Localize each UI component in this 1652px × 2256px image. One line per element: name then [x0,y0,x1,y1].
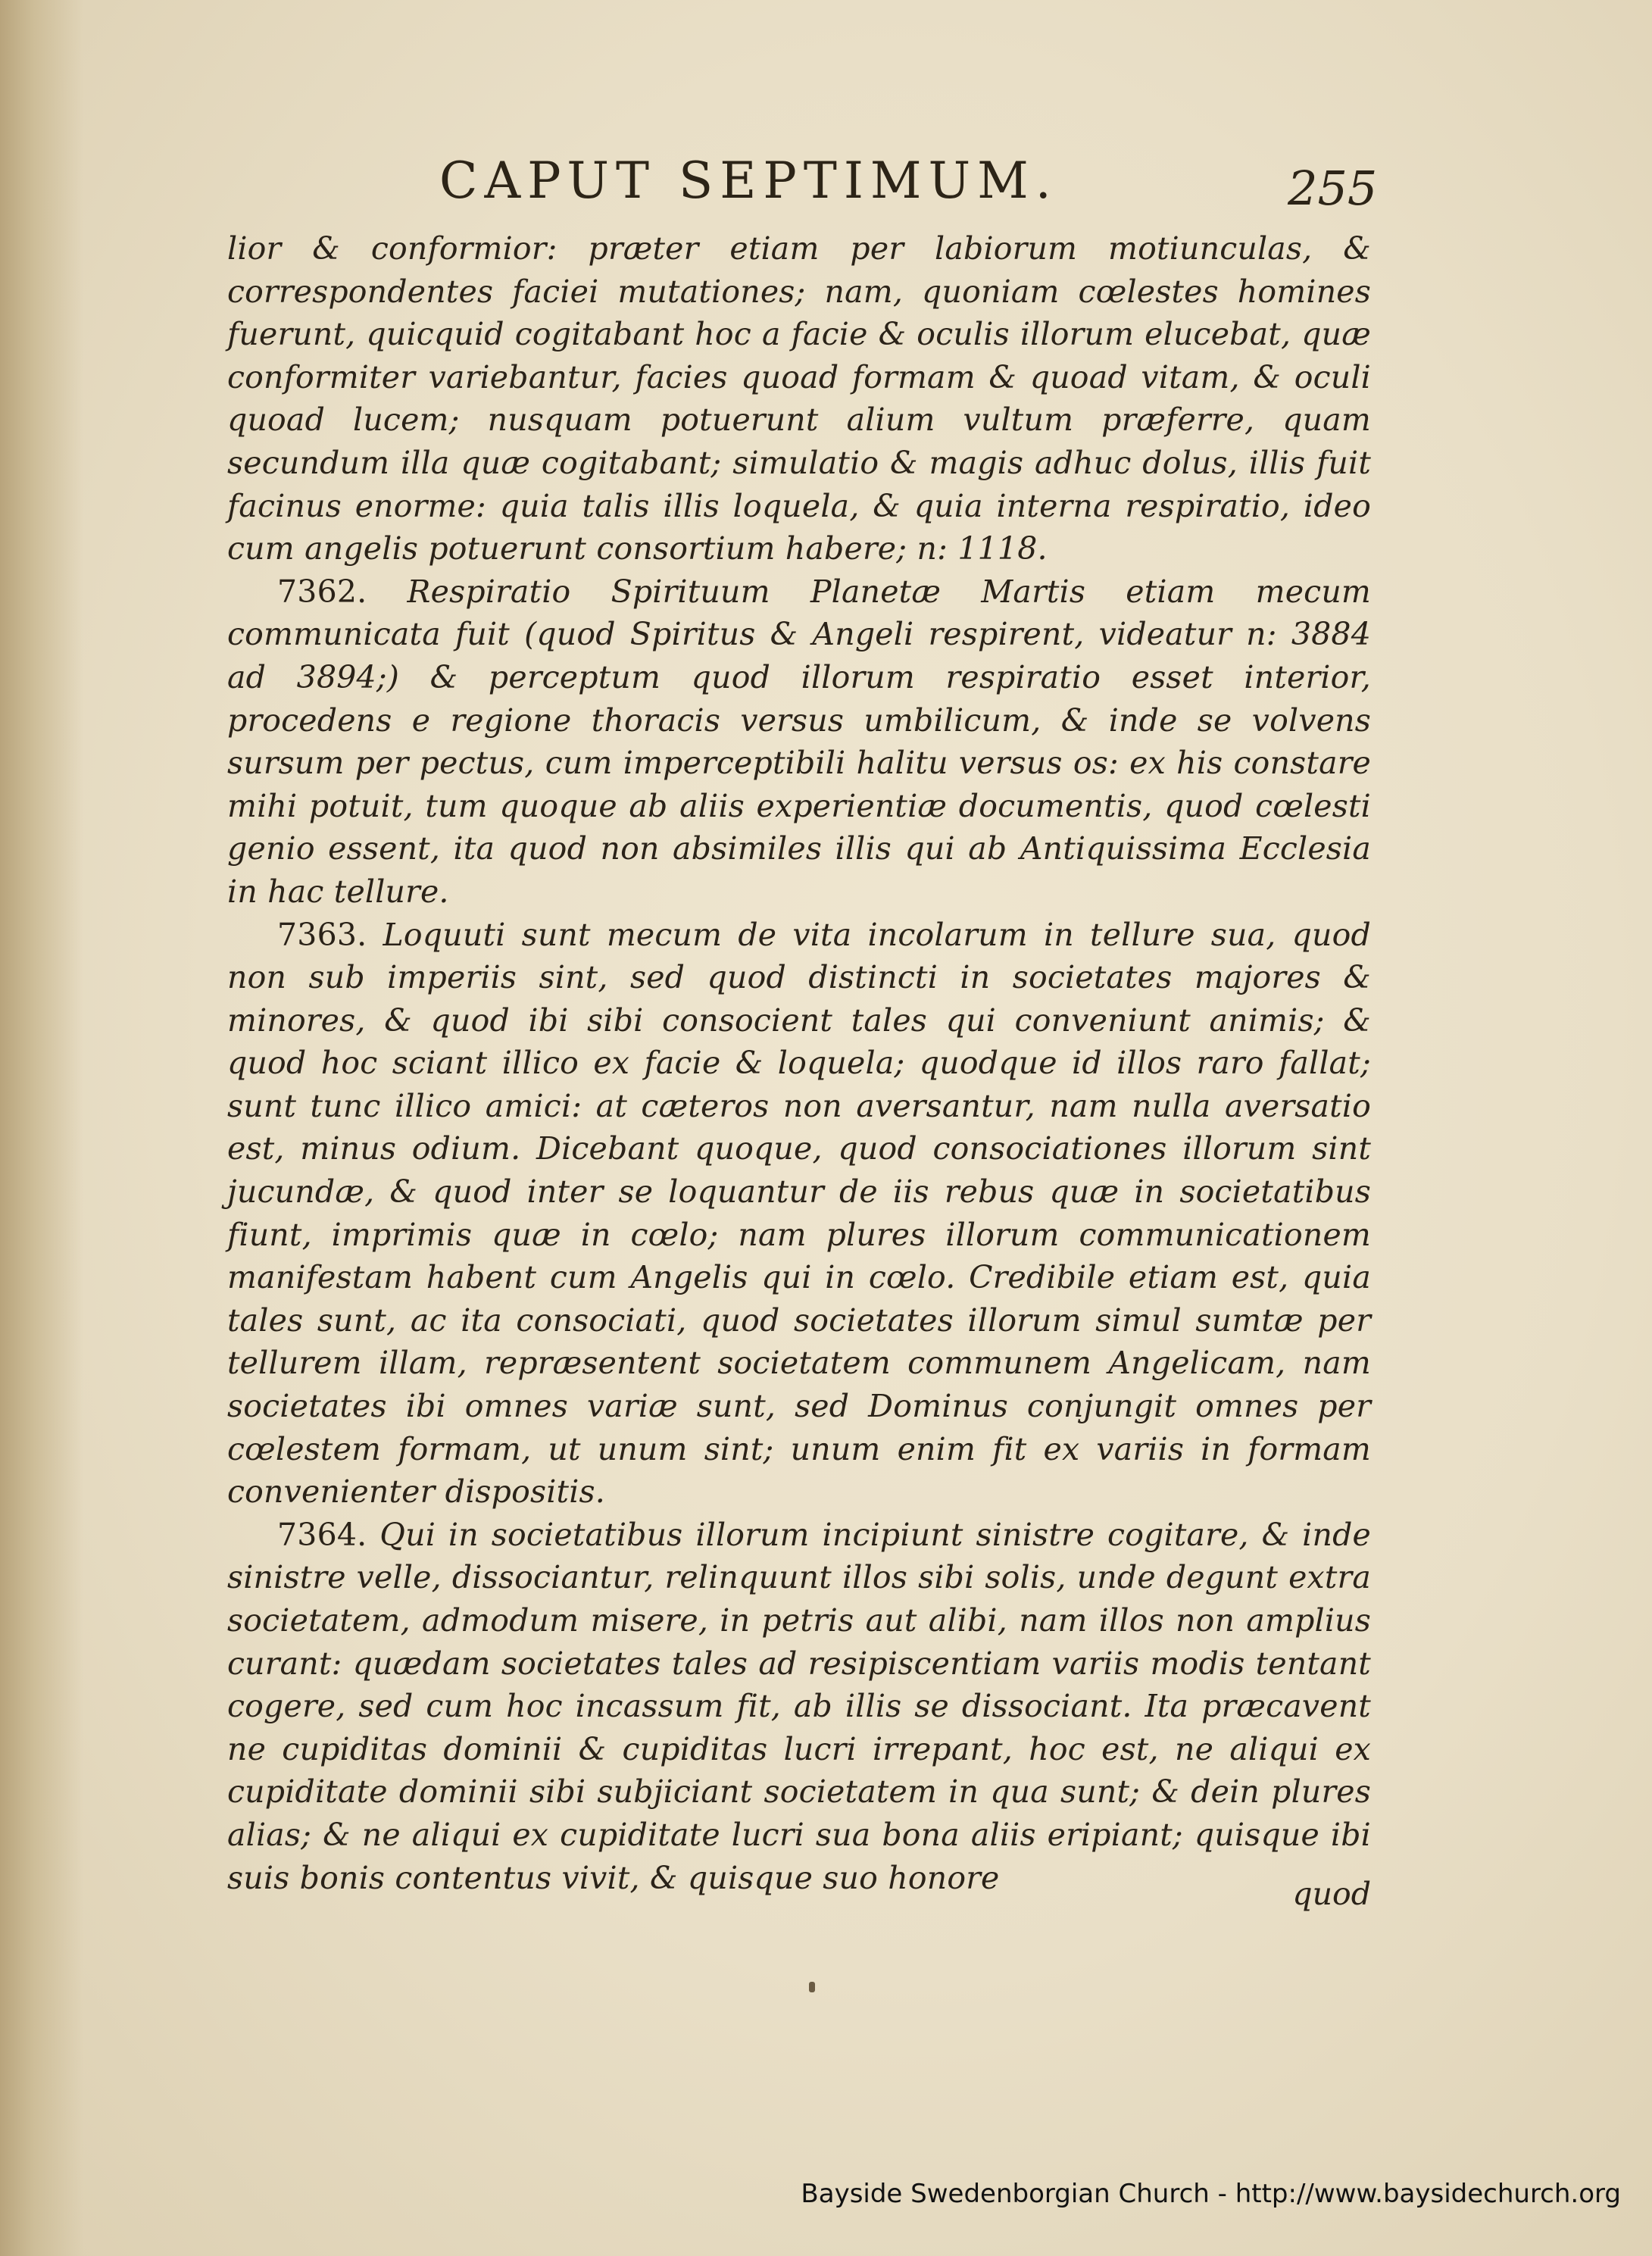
paragraph-text: lior & conformior: præter etiam per labiorum motiunculas, & correspondentes faciei mutationes; nam, quoniam cœlestes homines fuerunt, quicquid cogitabant hoc a facie & oculis illorum elucebat, quæ conformiter variebantur, facies quoad formam & quoad vitam, & oculi quoad lucem; nusquam potuerunt alium vultum præferre, quam secundum illa quæ cogitabant; simulatio & magis adhuc dolus, illis fuit facinus enorme: quia talis illis loquela, & quia interna respiratio, ideo cum angelis potuerunt consortium habere; n: 1118. [227,230,1371,567]
paragraph-7363 [227,914,1371,1514]
body-text [227,227,1371,1899]
paragraph-text: Loquuti sunt mecum de vita incolarum in tellure sua, quod non sub imperiis sint, sed quod distincti in societates majores & minores, & quod ibi sibi consocient tales qui conveniunt animis; & quod hoc sciant illico ex facie & loquela; quodque id illos raro fallat; sunt tunc illico amici: at cæteros non aversantur, nam nulla aversatio est, minus odium. Dicebant quoque, quod consociationes illorum sint jucundæ, & quod inter se loquantur de iis rebus quæ in societatibus fiunt, imprimis quæ in cœlo; nam plures illorum communicationem manifestam habent cum Angelis qui in cœlo. Credibile etiam est, quia tales sunt, ac ita consociati, quod societates illorum simul sumtæ per tellurem illam, repræsentent societatem communem Angelicam, nam societates ibi omnes variæ sunt, sed Dominus conjungit omnes per cœlestem formam, ut unum sint; unum enim fit ex variis in formam convenienter dispositis. [227,916,1371,1511]
binding-gutter [0,0,83,2256]
page-header [0,144,1652,220]
page-number: 255 [1288,161,1378,216]
paragraph-7362 [227,570,1371,914]
paragraph-text: Respiratio Spirituum Planetæ Martis etiam mecum communicata fuit (quod Spiritus & Angeli respirent, videatur n: 3884 ad 3894;) & perceptum quod illorum respiratio esset interior, procedens e regione thoracis versus umbilicum, & inde se volvens sursum per pectus, cum imperceptibili halitu versus os: ex his constare mihi potuit, tum quoque ab aliis experientiæ documentis, quod cœlesti genio essent, ita quod non absimiles illis qui ab Antiquissima Ecclesia in hac tellure. [227,573,1371,910]
running-head: CAPUT SEPTIMUM. [439,152,1058,210]
paragraph-text: Qui in societatibus illorum incipiunt sinistre cogitare, & inde sinistre velle, dissociantur, relinquunt illos sibi solis, unde degunt extra societatem, admodum misere, in petris aut alibi, nam illos non amplius curant: quædam societates tales ad resipiscentiam variis modis tentant cogere, sed cum hoc incassum fit, ab illis se dissociant. Ita præcavent ne cupiditas dominii & cupiditas lucri irrepant, hoc est, ne aliqui ex cupiditate dominii sibi subjiciant societatem in qua sunt; & dein plures alias; & ne aliqui ex cupiditate lucri sua bona aliis eripiant; quisque ibi suis bonis contentus vivit, & quisque suo honore [227,1516,1372,1896]
paragraph-number: 7364. [277,1516,367,1553]
catchword: quod [1292,1876,1371,1912]
paragraph-7364 [227,1514,1371,1899]
paragraph-number: 7362. [277,573,367,610]
paragraph-continuation [227,227,1371,570]
watermark-text: Bayside Swedenborgian Church - http://www.baysidechurch.org [801,2179,1621,2209]
ink-speck [809,1982,815,1992]
paragraph-number: 7363. [277,916,367,953]
